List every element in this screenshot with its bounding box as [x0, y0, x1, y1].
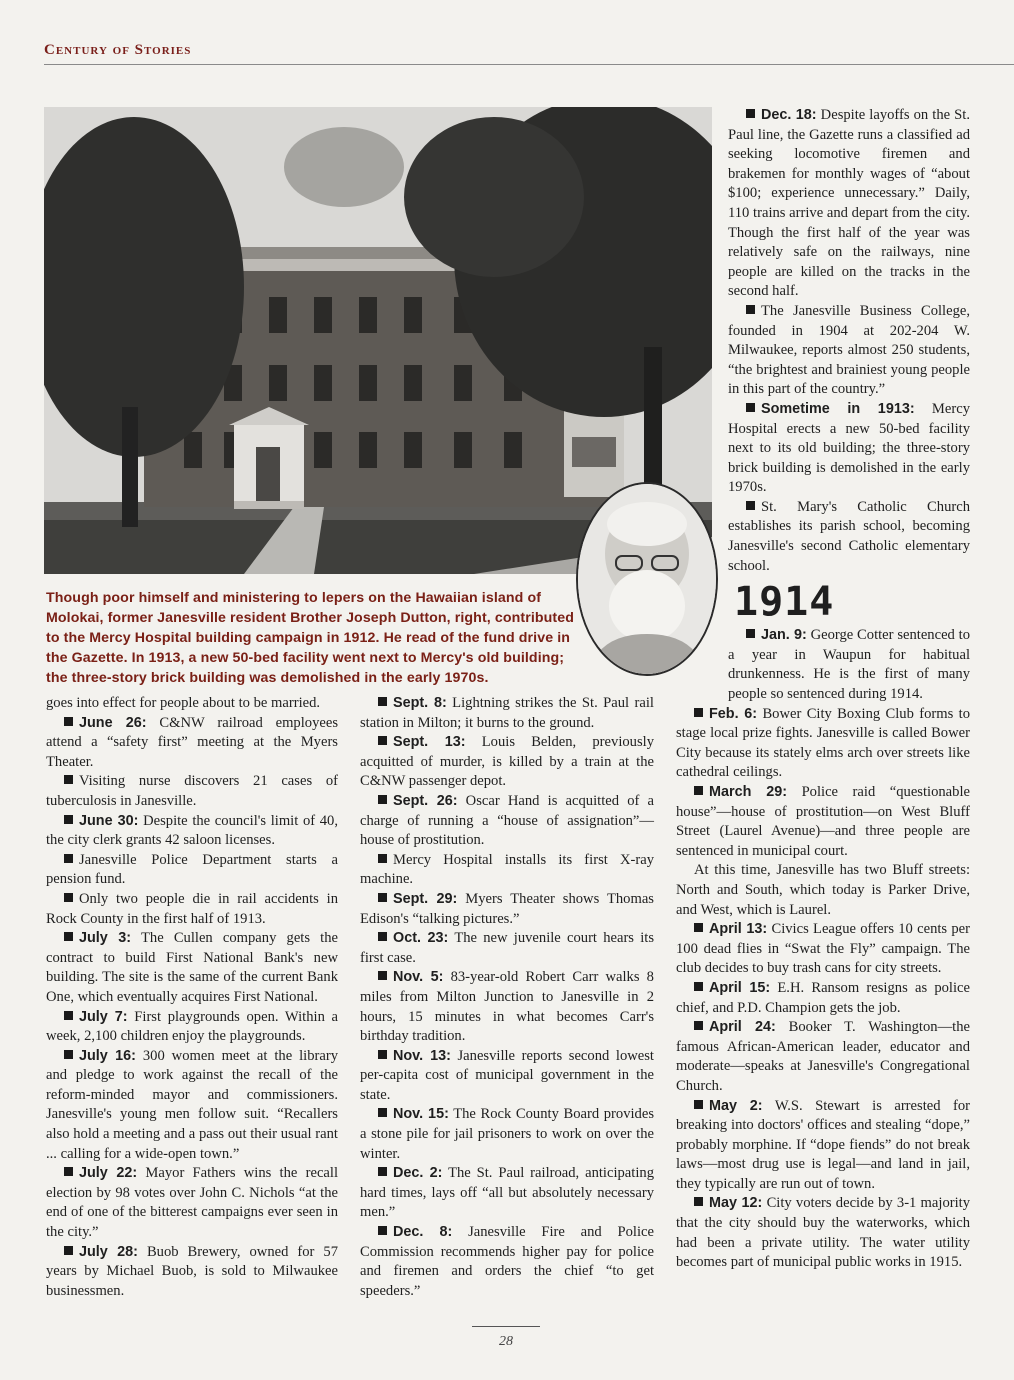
entry-text: Only two people die in rail accidents in Rock County in the first half of 1913. [46, 890, 338, 927]
entry-text: The Janesville Business College, founded in 1904 at 202-204 W. Milwaukee, reports almost 250 students, “the brightest and brainiest young people in this part of the country.” [728, 302, 970, 398]
folio-rule [472, 1326, 540, 1327]
entry-date: Nov. 15: [393, 1106, 449, 1123]
bullet-icon [694, 786, 703, 795]
entry-text: Lightning strikes the St. Paul rail station in Milton; it burns to the ground. [360, 695, 654, 731]
entry-date: June 26: [79, 714, 147, 731]
bullet-icon [378, 893, 387, 902]
entry-text: The St. Paul railroad, anticipating hard times, lays off “all but absolutely necessary men.” [360, 1165, 654, 1221]
entry-date: Feb. 6: [709, 705, 758, 722]
bullet-icon [64, 815, 73, 824]
entry-date: July 16: [79, 1047, 136, 1064]
timeline-entry [360, 1047, 654, 1106]
header-rule [44, 64, 1014, 65]
entry-text: E.H. Ransom resigns as police chief, and P.D. Champion gets the job. [676, 979, 970, 1016]
timeline-entry [46, 772, 338, 811]
entry-text: At this time, Janesville has two Bluff streets: North and South, which today is Parker Drive, and West, which is Laurel. [676, 862, 970, 918]
bullet-icon [378, 795, 387, 804]
bullet-icon [64, 1246, 73, 1255]
bullet-icon [378, 1226, 387, 1235]
entry-text: 300 women meet at the library and pledge to work against the recall of the reform-minded mayor and commissioners. Janesville's young men follow suit. “Recallers also hold a meeting and a pass out their usual rant ... calling for a wide-open town.” [46, 1047, 339, 1162]
bullet-icon [64, 854, 73, 863]
entry-text: Mercy Hospital erects a new 50-bed facility next to its old building; the three-story brick building is demolished in the early 1970s. [728, 400, 970, 496]
page-number: 28 [499, 1334, 513, 1349]
bullet-icon [64, 1167, 73, 1176]
column-1-lead: goes into effect for people about to be married. [46, 695, 321, 711]
timeline-entry [46, 851, 338, 890]
photo-caption: Though poor himself and ministering to lepers on the Hawaiian island of Molokai, former Janesville resident Brother Joseph Dutton, right, contributed to the Mercy Hospital building campaign in 1912. He read of the fund drive in the Gazette. In 1913, a new 50-bed facility went next to Mercy's old building; the three-story brick building was demolished in the early 1970s. [46, 590, 574, 686]
timeline-entry [360, 929, 654, 968]
bullet-icon [64, 775, 73, 784]
timeline-entry [360, 1223, 654, 1301]
bullet-icon [694, 1100, 703, 1109]
bullet-icon [64, 1011, 73, 1020]
timeline-entry [728, 626, 970, 704]
column-1 [46, 694, 338, 1301]
bullet-icon [378, 1167, 387, 1176]
entry-date: Dec. 2: [393, 1165, 443, 1182]
entry-date: Nov. 13: [393, 1047, 451, 1064]
entry-date: Sept. 13: [393, 734, 466, 751]
entry-date: June 30: [79, 812, 139, 829]
timeline-entry [676, 705, 970, 783]
entry-date: Jan. 9: [761, 627, 807, 644]
timeline-entry [46, 1164, 338, 1242]
entry-text: W.S. Stewart is arrested for breaking into doctors' offices and stealing “dope,” probably morphine. If “dope fiends” do not break laws—most drug use is legal—and land in jail, they typically are run out of town. [676, 1097, 970, 1192]
entry-text: Civics League offers 10 cents per 100 dead flies in “Swat the Fly” campaign. The club decides to buy trash cans for city streets. [676, 921, 971, 977]
bullet-icon [746, 109, 755, 118]
entry-date: Sept. 29: [393, 890, 458, 907]
column-3-bottom-entries [676, 705, 970, 1273]
bullet-icon [378, 1108, 387, 1117]
entry-date: Sept. 8: [393, 695, 447, 711]
entry-text: Janesville Police Department starts a pension fund. [46, 851, 338, 888]
timeline-entry [46, 890, 338, 929]
entry-text: Janesville reports second lowest per-capita cost of municipal government in the state. [360, 1047, 654, 1103]
entry-text: Police raid “questionable house”—house of prostitution—on West Bluff Street (Laurel Avenue)—and three people are sentenced in municipal court. [676, 784, 970, 859]
entry-date: Dec. 8: [393, 1224, 453, 1241]
timeline-entry [360, 1105, 654, 1164]
timeline-entry [676, 861, 970, 920]
timeline-entry [360, 968, 654, 1046]
timeline-entry [676, 920, 970, 979]
bullet-icon [694, 1021, 703, 1030]
entry-date: April 13: [709, 921, 768, 938]
timeline-entry [360, 1164, 654, 1223]
entry-text: Buob Brewery, owned for 57 years by Michael Buob, is sold to Milwaukee businessmen. [46, 1243, 338, 1299]
bullet-icon [694, 708, 703, 717]
entry-date: May 12: [709, 1195, 763, 1212]
entry-text: The Rock County Board provides a stone pile for jail prisoners to work on over the winter. [360, 1106, 654, 1162]
entry-text: C&NW railroad employees attend a “safety first” meeting at the Myers Theater. [46, 714, 339, 770]
bullet-icon [378, 971, 387, 980]
entry-text: City voters decide by 3-1 majority that the city should buy the waterworks, which had been a private utility. The water utility becomes part of municipal public works in 1915. [676, 1195, 971, 1271]
timeline-entry [728, 498, 970, 576]
timeline-entry [360, 792, 654, 851]
timeline-entry [46, 714, 338, 773]
timeline-entry [360, 890, 654, 929]
timeline-entry [46, 1047, 338, 1165]
timeline-entry [46, 1008, 338, 1047]
entry-text: Visiting nurse discovers 21 cases of tuberculosis in Janesville. [46, 773, 338, 809]
entry-date: Nov. 5: [393, 969, 444, 986]
entry-date: Dec. 18: [761, 107, 817, 123]
bullet-icon [378, 736, 387, 745]
bullet-icon [64, 1050, 73, 1059]
entry-text: First playgrounds open. Within a week, 2,100 children enjoy the playgrounds. [46, 1008, 339, 1045]
timeline-entry [46, 929, 338, 1007]
entry-text: Despite layoffs on the St. Paul line, the Gazette runs a classified ad seeking locomotive firemen and brakemen for monthly wages of “about $100; experience unnecessary.” Daily, 110 trains arrive and depart from the city. Though the first half of the year was relatively safe on the railways, nine people are killed on the tracks in the second half. [728, 107, 970, 300]
timeline-entry [46, 1243, 338, 1302]
bullet-icon [746, 305, 755, 314]
entry-date: July 7: [79, 1008, 128, 1025]
entry-date: Oct. 23: [393, 930, 449, 947]
timeline-entry [728, 106, 970, 302]
entry-text: 83-year-old Robert Carr walks 8 miles from Milton Junction to Janesville in 2 hours, 15 minutes in what becomes Carr's birthday tradition. [360, 969, 654, 1045]
entry-date: April 15: [709, 979, 771, 996]
timeline-entry [676, 783, 970, 861]
entry-text: Janesville Fire and Police Commission recommends higher pay for police and firemen and orders the chief “to get speeders.” [360, 1224, 654, 1299]
bullet-icon [746, 403, 755, 412]
bullet-icon [378, 932, 387, 941]
entry-date: July 28: [79, 1243, 138, 1260]
entry-text: The new juvenile court hears its first case. [360, 930, 654, 966]
column-1-entries [46, 714, 338, 1302]
entry-text: Mercy Hospital installs its first X-ray machine. [360, 851, 654, 888]
timeline-entry [676, 979, 970, 1018]
column-3 [676, 106, 970, 1273]
entry-text: Despite the council's limit of 40, the city clerk grants 42 saloon licenses. [46, 812, 339, 849]
bullet-icon [694, 1197, 703, 1206]
bullet-icon [378, 1050, 387, 1059]
entry-text: Louis Belden, previously acquitted of murder, is killed by a train at the C&NW passenger depot. [360, 734, 654, 790]
entry-date: Sept. 26: [393, 792, 458, 809]
entry-text: Booker T. Washington—the famous African-American leader, educator and moderate—speaks at Janesville's Congregational Church. [676, 1019, 970, 1094]
timeline-entry [676, 1018, 970, 1096]
bullet-icon [64, 893, 73, 902]
bullet-icon [694, 982, 703, 991]
entry-date: July 22: [79, 1165, 138, 1182]
timeline-entry [46, 812, 338, 851]
bullet-icon [746, 629, 755, 638]
entry-date: Sometime in 1913: [761, 400, 915, 417]
bullet-icon [694, 923, 703, 932]
entry-text: Mayor Fathers wins the recall election by 98 votes over John C. Nichols “at the end of one of the bitterest campaigns ever seen in the city.” [46, 1165, 339, 1241]
entry-text: George Cotter sentenced to a year in Waupun for habitual drunkenness. He is the first of many people so sentenced during 1914. [728, 627, 971, 703]
entry-text: Myers Theater shows Thomas Edison's “talking pictures.” [360, 890, 654, 927]
entry-date: July 3: [79, 930, 132, 947]
column-3-narrow-entries [728, 626, 970, 704]
bullet-icon [378, 697, 387, 706]
entry-date: May 2: [709, 1097, 763, 1114]
timeline-entry [360, 694, 654, 733]
entry-text: Oscar Hand is acquitted of a charge of running a “house of assignation”—house of prostitution. [360, 792, 654, 849]
entry-date: April 24: [709, 1019, 776, 1036]
timeline-entry [676, 1194, 970, 1272]
bullet-icon [64, 932, 73, 941]
running-head: Century of Stories [44, 42, 192, 58]
entry-text: St. Mary's Catholic Church establishes its parish school, becoming Janesville's second Catholic elementary school. [728, 498, 970, 574]
entry-text: Bower City Boxing Club forms to stage local prize fights. Janesville is called Bower City because its stately elms arch over streets like cathedral ceilings. [676, 705, 970, 781]
bullet-icon [746, 501, 755, 510]
bullet-icon [64, 717, 73, 726]
timeline-entry [728, 302, 970, 400]
bullet-icon [378, 854, 387, 863]
timeline-entry [360, 733, 654, 792]
column-2-entries [360, 694, 654, 1301]
year-heading: 1914 [734, 579, 835, 626]
timeline-entry [728, 400, 970, 498]
column-3-top-entries [728, 106, 970, 576]
column-2 [360, 694, 654, 1301]
timeline-entry [360, 851, 654, 890]
entry-text: The Cullen company gets the contract to build First National Bank's new building. The site is the same of the current Bank One, which eventually acquires First National. [46, 930, 339, 1005]
timeline-entry [676, 1097, 970, 1195]
entry-date: March 29: [709, 784, 788, 800]
